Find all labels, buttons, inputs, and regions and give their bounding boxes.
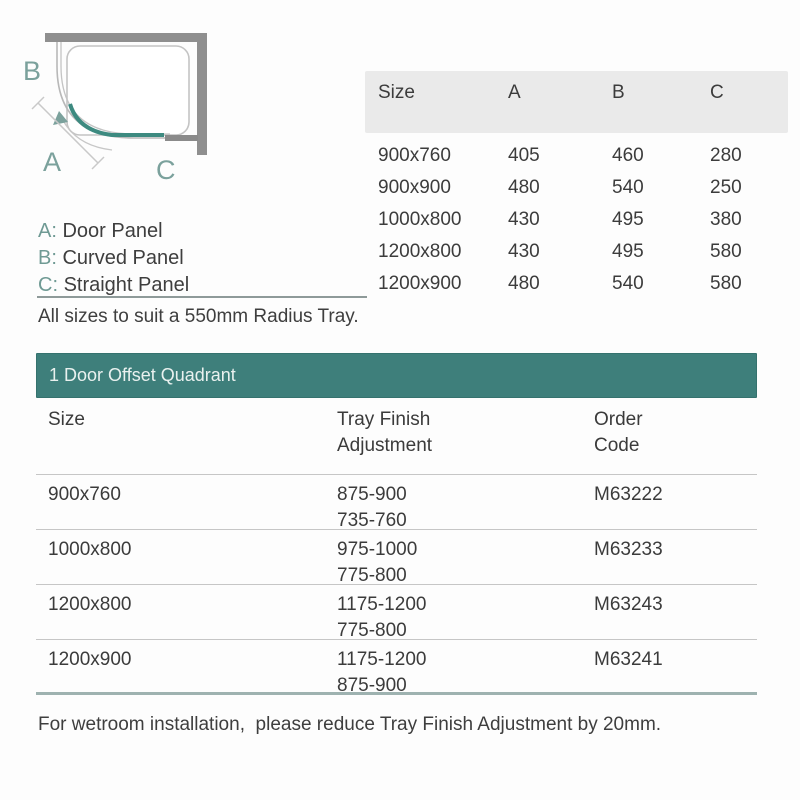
cell-b: 540 bbox=[612, 177, 644, 198]
wall-top bbox=[45, 33, 207, 42]
header-order-code bbox=[594, 407, 757, 474]
cell-size: 1000x800 bbox=[378, 209, 462, 230]
cell-c: 580 bbox=[710, 241, 742, 262]
legend-key-c: C: bbox=[38, 274, 58, 296]
table-row bbox=[365, 140, 788, 172]
tray-finish-line1: 975-1000 bbox=[337, 539, 418, 560]
tray-finish-line1: 1175-1200 bbox=[337, 649, 427, 670]
cell-c: 280 bbox=[710, 145, 742, 166]
diagram-label-c: C bbox=[156, 155, 176, 185]
cell-tray-finish bbox=[337, 647, 594, 699]
legend-item-c bbox=[38, 272, 189, 299]
header-order-line2: Code bbox=[594, 435, 640, 456]
cell-a: 405 bbox=[508, 145, 540, 166]
legend-label-c: Straight Panel bbox=[63, 274, 190, 296]
cell-size: 900x760 bbox=[378, 145, 451, 166]
product-table-header bbox=[36, 398, 757, 475]
cell-b: 495 bbox=[612, 241, 644, 262]
tray-finish-line2: 735-760 bbox=[337, 510, 407, 531]
cell-size: 1200x800 bbox=[378, 241, 462, 262]
cell-c: 380 bbox=[710, 209, 742, 230]
cell-tray-finish bbox=[337, 592, 594, 644]
legend-item-a bbox=[38, 218, 189, 245]
table-row bbox=[365, 172, 788, 204]
header-tray-line2: Adjustment bbox=[337, 435, 433, 456]
tray-finish-line2: 775-800 bbox=[337, 620, 407, 641]
diagram-label-b: B bbox=[23, 56, 42, 86]
table-row bbox=[36, 640, 757, 695]
header-size: Size bbox=[378, 82, 415, 103]
cell-b: 460 bbox=[612, 145, 644, 166]
cell-a: 480 bbox=[508, 177, 540, 198]
cell-c: 250 bbox=[710, 177, 742, 198]
tray-finish-line2: 775-800 bbox=[337, 565, 407, 586]
legend-key-b: B: bbox=[38, 247, 57, 269]
panel-legend bbox=[38, 218, 189, 299]
section-header-bar bbox=[36, 353, 757, 398]
diagram-label-a: A bbox=[43, 147, 62, 177]
legend-key-a: A: bbox=[38, 220, 57, 242]
legend-item-b bbox=[38, 245, 189, 272]
cell-order-code: M63243 bbox=[594, 594, 663, 615]
cell-size: 1200x900 bbox=[48, 649, 132, 670]
cell-size: 1200x800 bbox=[48, 594, 132, 615]
table-row bbox=[365, 236, 788, 268]
cell-b: 495 bbox=[612, 209, 644, 230]
wetroom-note: For wetroom installation, please reduce Tray Finish Adjustment by 20mm. bbox=[38, 714, 662, 735]
legend-divider bbox=[37, 296, 367, 298]
tray-finish-line1: 1175-1200 bbox=[337, 594, 427, 615]
cell-a: 430 bbox=[508, 209, 540, 230]
straight-panel-segment bbox=[165, 135, 198, 141]
table-row bbox=[36, 585, 757, 640]
cell-size: 1200x900 bbox=[378, 273, 462, 294]
cell-a: 480 bbox=[508, 273, 540, 294]
cell-c: 580 bbox=[710, 273, 742, 294]
table-row bbox=[365, 268, 788, 300]
dimensions-table-header bbox=[365, 71, 788, 133]
section-title: 1 Door Offset Quadrant bbox=[49, 365, 236, 385]
header-size: Size bbox=[48, 409, 85, 430]
cell-order-code: M63233 bbox=[594, 539, 663, 560]
table-row bbox=[36, 475, 757, 530]
cell-order-code: M63222 bbox=[594, 484, 663, 505]
radius-tray-note: All sizes to suit a 550mm Radius Tray. bbox=[38, 306, 359, 327]
cell-size: 900x760 bbox=[48, 484, 121, 505]
quadrant-diagram-svg bbox=[18, 26, 224, 190]
tray-finish-line1: 875-900 bbox=[337, 484, 407, 505]
header-b: B bbox=[612, 82, 625, 103]
header-c: C bbox=[710, 82, 724, 103]
wall-right bbox=[197, 33, 207, 155]
tray-finish-line2: 875-900 bbox=[337, 675, 407, 696]
cell-tray-finish bbox=[337, 482, 594, 534]
slide-direction-arrow bbox=[53, 111, 68, 125]
header-tray-finish bbox=[337, 407, 594, 474]
legend-label-b: Curved Panel bbox=[62, 247, 184, 269]
header-order-line1: Order bbox=[594, 409, 643, 430]
product-table bbox=[36, 398, 757, 695]
table-row bbox=[365, 204, 788, 236]
legend-label-a: Door Panel bbox=[62, 220, 163, 242]
quadrant-diagram bbox=[18, 26, 224, 190]
cell-size: 1000x800 bbox=[48, 539, 132, 560]
header-tray-line1: Tray Finish bbox=[337, 409, 431, 430]
cell-b: 540 bbox=[612, 273, 644, 294]
cell-order-code: M63241 bbox=[594, 649, 663, 670]
dimensions-table bbox=[365, 71, 788, 300]
cell-tray-finish bbox=[337, 537, 594, 589]
cell-size: 900x900 bbox=[378, 177, 451, 198]
cell-a: 430 bbox=[508, 241, 540, 262]
header-a: A bbox=[508, 82, 521, 103]
dimensions-table-body bbox=[365, 133, 788, 300]
table-row bbox=[36, 530, 757, 585]
